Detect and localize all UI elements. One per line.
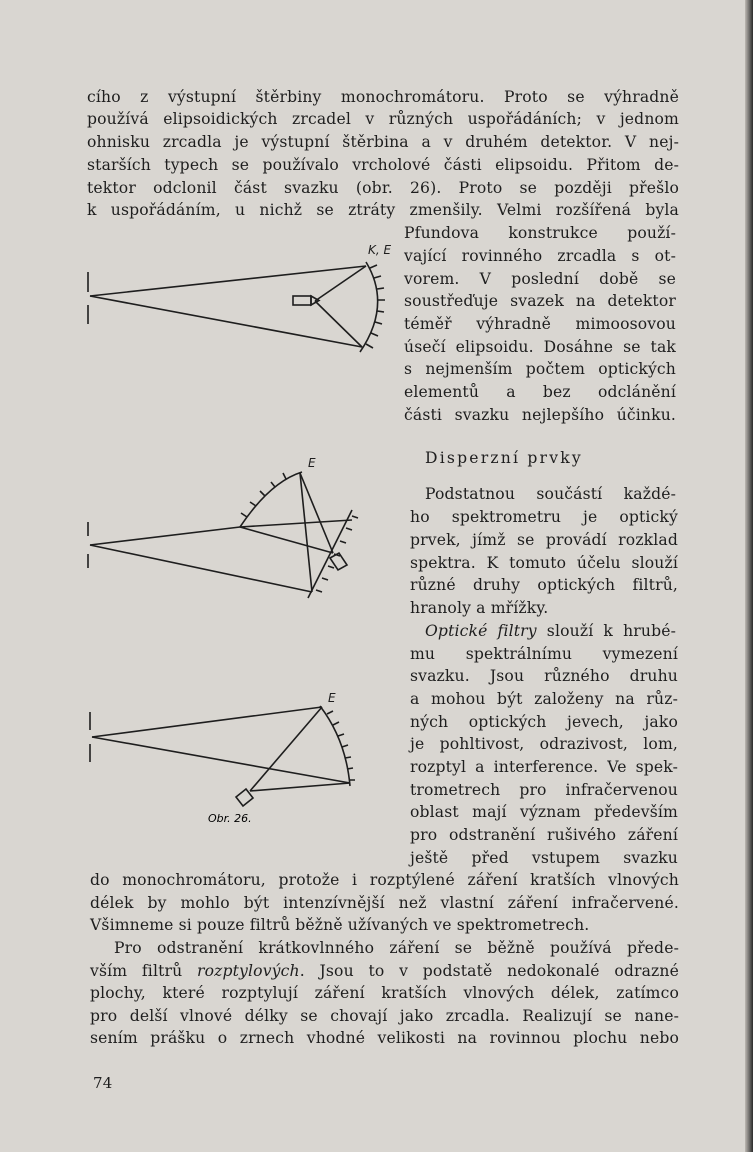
text-line: spektra. K tomuto účelu slouží — [410, 554, 678, 572]
ray-line — [90, 527, 240, 545]
text-line: hranoly a mřížky. — [410, 599, 549, 617]
text-line: používá elipsoidických zrcadel v různých uspořádáních; v jednom — [87, 110, 679, 128]
text-line: oblast mají význam především — [410, 803, 678, 821]
label-e-bottom: E — [328, 691, 336, 705]
text-line: různé druhy optických filtrů, — [410, 576, 678, 594]
ray-line — [90, 266, 366, 296]
diagram-off-axis-ellipsoid — [90, 706, 355, 806]
text-line: starších typech se používalo vrcholové části elipsoidu. Přitom de- — [87, 156, 679, 174]
text-fragment: . Jsou to v podstatě nedokonalé odrazné — [299, 962, 679, 980]
text-line: prvek, jímž se provádí rozklad — [410, 531, 678, 549]
ray-line — [240, 527, 333, 553]
section-heading: Disperzní prvky — [425, 449, 583, 467]
text-line: trometrech pro infračervenou — [410, 781, 678, 799]
text-line: a mohou být založeny na růz- — [410, 690, 678, 708]
text-line: pro delší vlnové délky se chovají jako zrcadla. Realizují se nane- — [90, 1007, 679, 1025]
text-line: Pro odstranění krátkovlnného záření se běžně používá přede- — [114, 939, 679, 957]
text-line: svazku. Jsou různého druhu — [410, 667, 678, 685]
text-fragment: vším filtrů — [90, 962, 197, 980]
text-line: délek by mohlo být intenzívnější než vlastní záření infračervené. — [90, 894, 679, 912]
text-line: vorem. V poslední době se — [404, 270, 676, 288]
text-line: ných optických jevech, jako — [410, 713, 678, 731]
text-line: ho spektrometru je optický — [410, 508, 678, 526]
ray-line — [92, 737, 350, 783]
term-scattering-filters: rozptylových — [197, 962, 300, 980]
text-line: úsečí elipsoidu. Dosáhne se tak — [404, 338, 676, 356]
text-line: tektor odclonil část svazku (obr. 26). Proto se později přešlo — [87, 179, 679, 197]
text-line: k uspořádáním, u nichž se ztráty zmenšily. Velmi rozšířená byla — [87, 201, 679, 219]
text-line: cího z výstupní štěrbiny monochromátoru. Proto se výhradně — [87, 88, 679, 106]
plane-mirror — [308, 510, 352, 598]
diagram-pfund-construction — [88, 472, 358, 598]
text-line: rozptyl a interference. Ve spek- — [410, 758, 678, 776]
text-line: Podstatnou součástí každé- — [425, 485, 676, 503]
text-line: soustřeďuje svazek na detektor — [404, 292, 676, 310]
text-line: části svazku nejlepšího účinku. — [404, 406, 676, 424]
text-line: je pohltivost, odrazivost, lom, — [410, 735, 678, 753]
ray-line — [92, 707, 322, 737]
ray-line — [90, 545, 312, 592]
text-line: Všimneme si pouze filtrů běžně užívaných ve spektrometrech. — [90, 916, 590, 934]
ray-line — [300, 473, 333, 553]
text-line: pro odstranění rušivého záření — [410, 826, 678, 844]
detector-icon — [293, 296, 311, 305]
text-line: s nejmenším počtem optických — [404, 360, 676, 378]
text-line: elementů a bez odclánění — [404, 383, 676, 401]
text-line: mu spektrálnímu vymezení — [410, 645, 678, 663]
mirror-hatching — [241, 473, 286, 517]
ray-line — [250, 783, 350, 791]
ray-line — [250, 707, 322, 791]
text-line: plochy, které rozptylují záření kratších vlnových délek, zatímco — [90, 984, 679, 1002]
text-line: ohnisku zrcadla je výstupní štěrbina a v druhém detektor. V nej- — [87, 133, 679, 151]
diagram-ellipsoid-vertex — [88, 262, 385, 352]
page-number: 74 — [93, 1074, 113, 1092]
text-line: ještě před vstupem svazku — [410, 849, 678, 867]
text-line: Pfundova konstrukce použí- — [404, 224, 676, 242]
text-line: do monochromátoru, protože i rozptýlené záření kratších vlnových — [90, 871, 679, 889]
ellipsoid-mirror — [360, 262, 378, 352]
label-k-e: K, E — [368, 243, 392, 257]
ray-line — [240, 520, 352, 527]
ellipsoid-mirror — [240, 472, 302, 527]
text-line: vající rovinného zrcadla s ot- — [404, 247, 676, 265]
ray-line — [300, 473, 312, 592]
figure-caption: Obr. 26. — [208, 812, 252, 825]
label-e-middle: E — [308, 456, 316, 470]
term-optical-filters: Optické filtry — [425, 622, 537, 640]
text-line: téměř výhradně mimoosovou — [404, 315, 676, 333]
text-line: sením prášku o zrnech vhodné velikosti na rovinnou plochu nebo — [90, 1029, 679, 1047]
text-fragment: slouží k hrubé- — [536, 622, 676, 640]
ray-line — [90, 296, 362, 347]
